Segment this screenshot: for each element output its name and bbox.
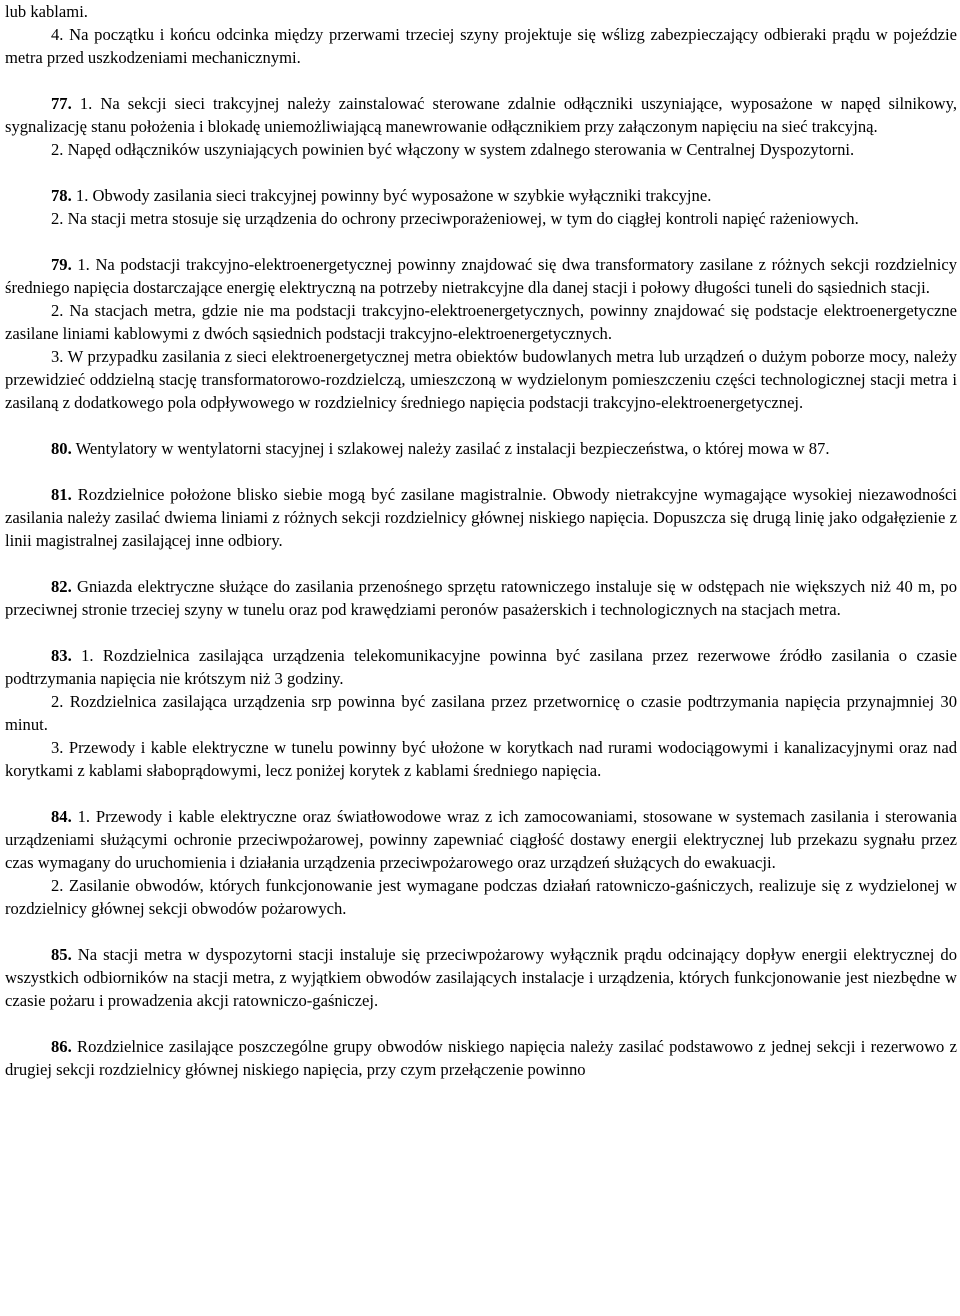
section-number-82: 82. bbox=[51, 577, 72, 596]
section-80-text: Wentylatory w wentylatorni stacyjnej i szlakowej należy zasilać z instalacji bezpieczeństwa, o której mowa w 87. bbox=[71, 439, 830, 458]
spacer bbox=[5, 161, 957, 184]
section-81 bbox=[5, 483, 957, 552]
section-80 bbox=[5, 437, 957, 460]
paragraph-76-4: 4. Na początku i końcu odcinka między przerwami trzeciej szyny projektuje się wślizg zabezpieczający odbieraki prądu w pojeździe metra przed uszkodzeniami mechanicznymi. bbox=[5, 25, 957, 67]
section-84-1-text: 1. Przewody i kable elektryczne oraz światłowodowe wraz z ich zamocowaniami, stosowane w systemach zasilania i sterowania urządzeniami służącymi ochronie przeciwpożarowej, powinny zapewniać ciągłość dostawy energii elektrycznej lub przekazu sygnału przez czas wymagany do uruchomienia i działania urządzenia przeciwpożarowego oraz urządzeń służących do ewakuacji. bbox=[5, 807, 957, 872]
section-79-2: 2. Na stacjach metra, gdzie nie ma podstacji trakcyjno-elektroenergetycznych, powinny znajdować się podstacje elektroenergetyczne zasilane liniami kablowymi z dwóch sąsiednich podstacji trakcyjno-elektroenergetycznych. bbox=[5, 301, 957, 343]
spacer bbox=[5, 69, 957, 92]
section-78-2: 2. Na stacji metra stosuje się urządzenia do ochrony przeciwporażeniowej, w tym do ciągłej kontroli napięć rażeniowych. bbox=[51, 209, 859, 228]
spacer bbox=[5, 621, 957, 644]
section-79-1 bbox=[5, 253, 957, 299]
section-number-83: 83. bbox=[51, 646, 72, 665]
section-78-1-text: 1. Obwody zasilania sieci trakcyjnej powinny być wyposażone w szybkie wyłączniki trakcyjne. bbox=[71, 186, 712, 205]
section-83-2: 2. Rozdzielnica zasilająca urządzenia srp powinna być zasilana przez przetwornicę o czasie podtrzymania napięcia przynajmniej 30 minut. bbox=[5, 692, 957, 734]
section-77-2: 2. Napęd odłączników uszyniających powinien być włączony w system zdalnego sterowania w Centralnej Dyspozytorni. bbox=[51, 140, 855, 159]
section-number-80: 80. bbox=[51, 439, 72, 458]
spacer bbox=[5, 920, 957, 943]
section-number-86: 86. bbox=[51, 1037, 72, 1056]
section-83-1 bbox=[5, 644, 957, 690]
section-number-85: 85. bbox=[51, 945, 72, 964]
spacer bbox=[5, 552, 957, 575]
section-79-1-text: 1. Na podstacji trakcyjno-elektroenergetycznej powinny znajdować się dwa transformatory zasilane z różnych sekcji rozdzielnicy średniego napięcia dostarczające energię elektryczną na potrzeby nietrakcyjne dla danej stacji i połowy długości tuneli do sąsiednich stacji. bbox=[5, 255, 957, 297]
section-86 bbox=[5, 1035, 957, 1081]
section-86-text: Rozdzielnice zasilające poszczególne grupy obwodów niskiego napięcia należy zasilać podstawowo z jednej sekcji i rezerwowo z drugiej sekcji rozdzielnicy głównej niskiego napięcia, przy czym przełączenie powinno bbox=[5, 1037, 957, 1079]
section-83-3: 3. Przewody i kable elektryczne w tunelu powinny być ułożone w korytkach nad rurami wodociągowymi i kanalizacyjnymi oraz nad korytkami z kablami słaboprądowymi, lecz poniżej korytek z kablami średniego napięcia. bbox=[5, 738, 957, 780]
section-82 bbox=[5, 575, 957, 621]
section-number-77: 77. bbox=[51, 94, 72, 113]
section-77-1 bbox=[5, 92, 957, 138]
section-number-81: 81. bbox=[51, 485, 72, 504]
section-79-3: 3. W przypadku zasilania z sieci elektroenergetycznej metra obiektów budowlanych metra lub urządzeń o dużym poborze mocy, należy przewidzieć oddzielną stację transformatorowo-rozdzielczą, umieszczoną w wydzielonym pomieszczeniu części technologicznej stacji metra i zasilaną z dodatkowego pola odpływowego w rozdzielnicy średniego napięcia podstacji trakcyjno-elektroenergetycznej. bbox=[5, 347, 957, 412]
section-83-1-text: 1. Rozdzielnica zasilająca urządzenia telekomunikacyjne powinna być zasilana przez rezerwowe źródło zasilania o czasie podtrzymania napięcia nie krótszym niż 3 godziny. bbox=[5, 646, 957, 688]
section-number-79: 79. bbox=[51, 255, 72, 274]
section-82-text: Gniazda elektryczne służące do zasilania przenośnego sprzętu ratowniczego instaluje się w odstępach nie większych niż 40 m, po przeciwnej stronie trzeciej szyny w tunelu oraz pod krawędziami peronów pasażerskich i technologicznych na stacjach metra. bbox=[5, 577, 957, 619]
section-78-1 bbox=[5, 184, 957, 207]
section-number-84: 84. bbox=[51, 807, 72, 826]
section-85 bbox=[5, 943, 957, 1012]
spacer bbox=[5, 460, 957, 483]
paragraph-continuation: lub kablami. bbox=[5, 2, 88, 21]
spacer bbox=[5, 1012, 957, 1035]
spacer bbox=[5, 230, 957, 253]
spacer bbox=[5, 414, 957, 437]
section-81-text: Rozdzielnice położone blisko siebie mogą być zasilane magistralnie. Obwody nietrakcyjne wymagające wysokiej niezawodności zasilania należy zasilać dwiema liniami z różnych sekcji rozdzielnicy głównej niskiego napięcia. Dopuszcza się drugą linię jako odgałęzienie z linii magistralnej zasilającej inne odbiory. bbox=[5, 485, 957, 550]
section-84-2: 2. Zasilanie obwodów, których funkcjonowanie jest wymagane podczas działań ratowniczo-gaśniczych, realizuje się z wydzielonej w rozdzielnicy głównej sekcji obwodów pożarowych. bbox=[5, 876, 957, 918]
section-77-1-text: 1. Na sekcji sieci trakcyjnej należy zainstalować sterowane zdalnie odłączniki uszyniające, wyposażone w napęd silnikowy, sygnalizację stanu położenia i blokadę uniemożliwiającą manewrowanie odłącznikiem przy załączonym napięciu na sieć trakcyjną. bbox=[5, 94, 957, 136]
section-number-78: 78. bbox=[51, 186, 72, 205]
section-84-1 bbox=[5, 805, 957, 874]
spacer bbox=[5, 782, 957, 805]
section-85-text: Na stacji metra w dyspozytorni stacji instaluje się przeciwpożarowy wyłącznik prądu odcinający dopływ energii elektrycznej do wszystkich odbiorników na stacji metra, z wyjątkiem obwodów zasilających instalacje i urządzenia, których funkcjonowanie jest niezbędne w czasie pożaru i prowadzenia akcji ratowniczo-gaśniczej. bbox=[5, 945, 957, 1010]
